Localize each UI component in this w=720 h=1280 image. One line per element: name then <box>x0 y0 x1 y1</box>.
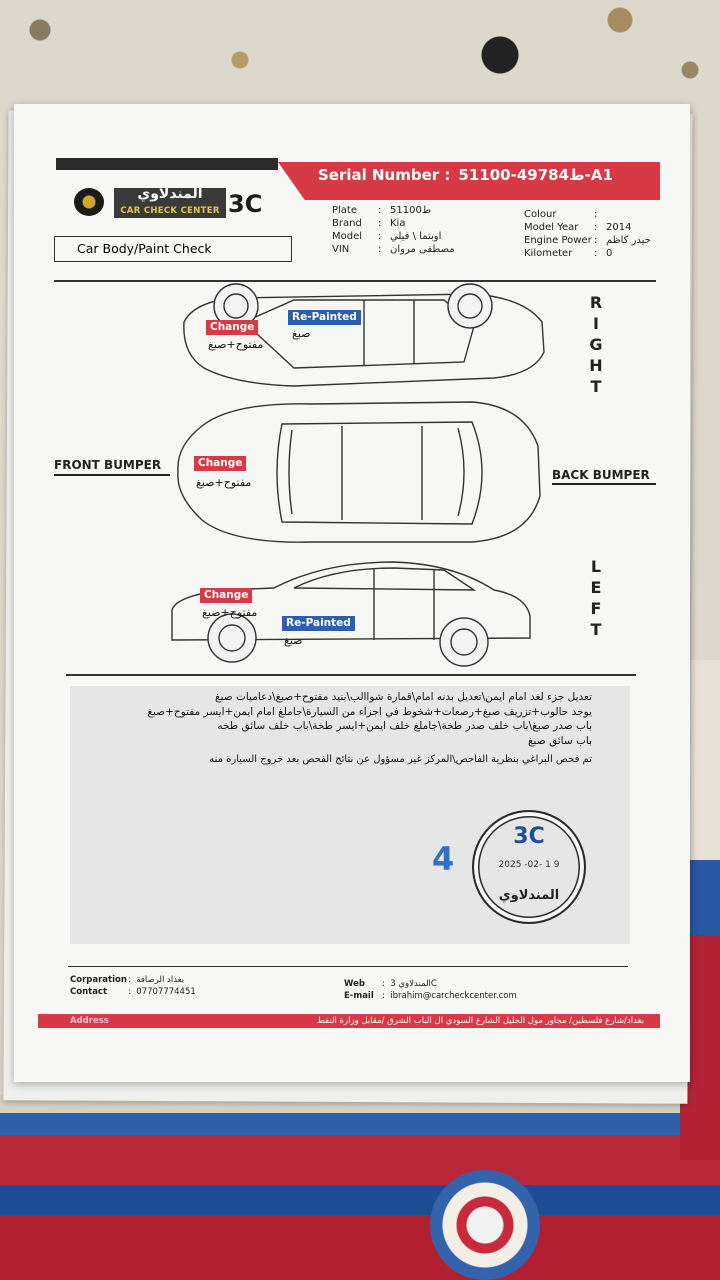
car-right-side-diagram <box>174 282 554 390</box>
email-value: ibrahim@carcheckcenter.com <box>390 991 517 1001</box>
plate-value: ط51100 <box>390 205 432 216</box>
serial-label: Serial Number : <box>318 166 451 184</box>
model-value: اوبتما \ فيلي <box>390 231 442 242</box>
year-row: Model Year : 2014 <box>524 222 632 233</box>
back-bumper-label: BACK BUMPER <box>552 468 650 482</box>
inspection-disclaimer: تم فحص البراغي بنظرية الفاحص\المركز غير مسؤول عن نتائج الفحص بعد خروج السيارة منه <box>209 754 592 765</box>
km-row: Kilometer : 0 <box>524 248 613 259</box>
logo-car-icon <box>74 188 104 216</box>
serial-value: ط49784-51100-A1 <box>458 166 613 184</box>
corporation-value: بغداد الرصافة <box>136 975 185 985</box>
rug-flower-pattern <box>430 1170 540 1280</box>
km-value: 0 <box>606 248 613 259</box>
right-repainted-note: صبغ <box>292 327 311 340</box>
email-row: E-mail : ibrahim@carcheckcenter.com <box>344 991 517 1001</box>
contact-row: Contact : 07707774451 <box>70 987 196 997</box>
vin-row: VIN : مصطفى مروان <box>332 244 455 255</box>
logo-3c: 3C <box>228 190 263 218</box>
comment-line: باب صدر صبغ\باب خلف صدر طخة\جاملغ خلف ايمن+ايسر طخة\باب خلف سائق طخه <box>217 720 592 732</box>
section-title: Car Body/Paint Check <box>77 241 212 256</box>
front-bumper-label: FRONT BUMPER <box>54 458 162 472</box>
corporation-row: Corparation: بغداد الرصافة <box>70 975 185 985</box>
section-title-box <box>54 236 292 262</box>
footer-divider <box>68 966 628 967</box>
logo-arabic: المندلاوي <box>137 186 203 202</box>
brand-row: Brand : Kia <box>332 218 406 229</box>
left-change-tag: Change <box>200 588 252 603</box>
center-stamp <box>472 810 586 924</box>
colour-row: Colour : <box>524 209 598 220</box>
diagram-divider <box>66 674 636 676</box>
top-change-tag: Change <box>194 456 246 471</box>
top-change-note: مفتوح+صبغ <box>196 476 252 489</box>
stamp-brand: 3C <box>513 824 545 849</box>
model-row: Model : اوبتما \ فيلي <box>332 231 442 242</box>
right-change-note: مفتوح+صبغ <box>208 338 264 351</box>
vehicle-info-left <box>332 204 455 256</box>
footer-right <box>344 978 517 1002</box>
comment-line: يوجد حالوب+تزريف صبغ+رصعات+شخوط في اجزاء من السيارة\جاملغ امام ايمن+ايسر مفتوح+صبغ <box>147 705 592 718</box>
stamp-date: 2025 -02- 1 9 <box>498 860 560 870</box>
web-value: المندلاوي 3C <box>390 979 437 989</box>
back-bumper-underline <box>552 483 656 485</box>
right-repainted-tag: Re-Painted <box>288 310 361 325</box>
left-repainted-tag: Re-Painted <box>282 616 355 631</box>
logo-english: CAR CHECK CENTER <box>120 206 220 216</box>
contact-value: 07707774451 <box>136 987 196 997</box>
engine-value: حيدر كاظم <box>606 235 651 246</box>
front-bumper-underline <box>54 474 170 476</box>
left-change-note: مفتوح+صبغ <box>202 606 258 619</box>
right-side-label: R I G H T <box>589 293 603 396</box>
footer-left <box>70 974 196 998</box>
serial-number <box>310 166 613 184</box>
stamp-name: المندلاوي <box>498 888 560 903</box>
handwritten-number: 4 <box>432 840 455 878</box>
address-value: بغداد/شارع فلسطين/ مجاور مول الجليل الشارع السودي ال الباب الشرق /مقابل وزارة النفط <box>316 1016 644 1026</box>
brand-value: Kia <box>390 218 406 229</box>
inspection-comments <box>72 690 592 748</box>
comment-line: تعديل جزء لغد امام ايمن\تعديل بدنه امام\قمارة شواالب\بنيد مفتوح+صبغ\دعاميات صبغ <box>215 691 592 703</box>
car-top-view-diagram <box>172 396 544 550</box>
vehicle-info-right <box>524 208 651 260</box>
header-black-bar <box>56 158 278 170</box>
left-repainted-note: صبغ <box>284 634 303 647</box>
address-label: Address <box>70 1016 109 1026</box>
web-row: Web : المندلاوي 3C <box>344 979 437 989</box>
engine-row: Engine Power : حيدر كاظم <box>524 235 651 246</box>
year-value: 2014 <box>606 222 632 233</box>
vin-value: مصطفى مروان <box>390 244 455 255</box>
comment-line: باب سائق صبغ <box>527 734 592 747</box>
right-change-tag: Change <box>206 320 258 335</box>
plate-row: Plate : ط51100 <box>332 205 432 216</box>
inspection-report-sheet <box>14 104 690 1082</box>
left-side-label: L E F T <box>590 557 602 639</box>
rug-background <box>0 1095 720 1280</box>
